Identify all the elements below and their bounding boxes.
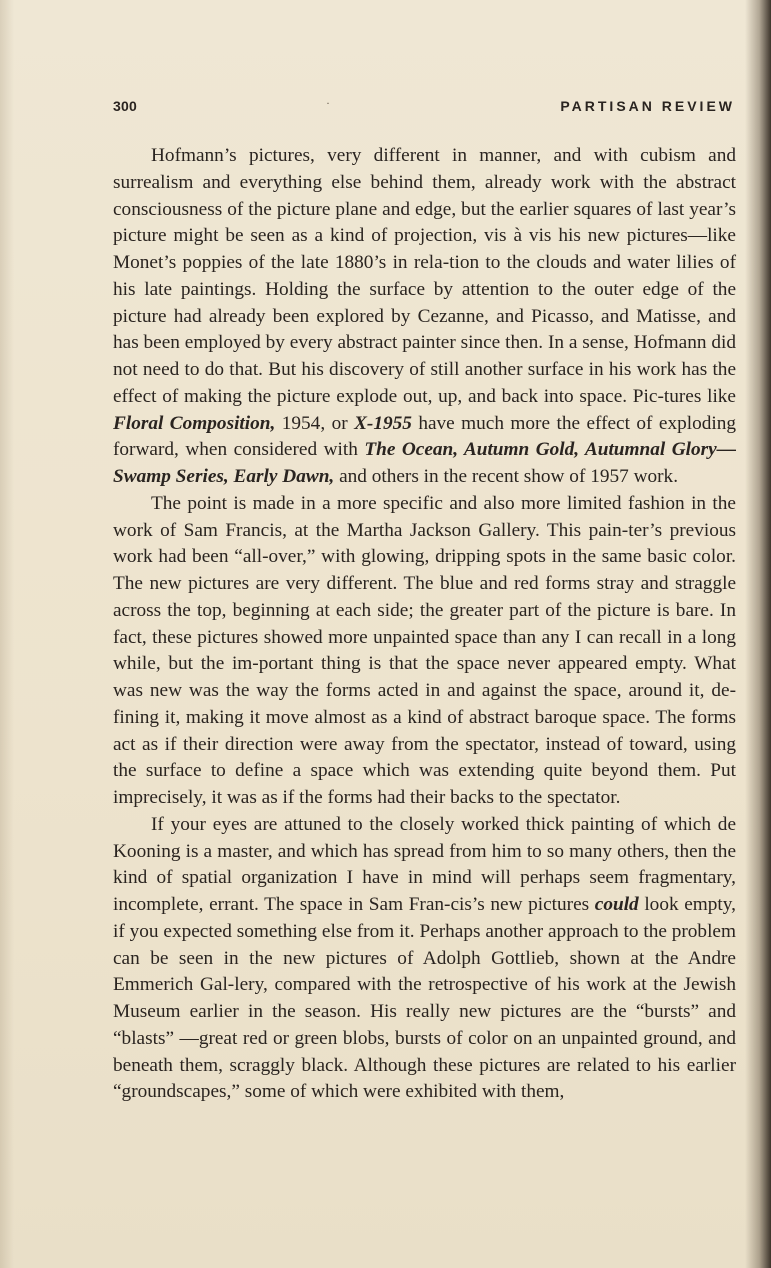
italic-title: Floral Composition, bbox=[113, 412, 276, 434]
text-run: If your eyes are attuned to the closely worked thick painting of which de Kooning is a master, and which has spread from him to so many others, then the kind of spatial organization I have in mind will perhaps seem fragmentary, incomplete, errant. The space in Sam Fran-cis’s new pictures bbox=[113, 813, 736, 915]
text-run: have much more the effect of exploding forward, when considered with bbox=[113, 412, 737, 461]
text-run: look empty, if you expected something else from it. Perhaps another approach to the problem can be seen in the new pictures of Adolph Gottlieb, shown at the Andre Emmerich Gal-lery, compared with the retrospective of his work at the Jewish Museum earlier in the season. His really new pictures are the “bursts” and “blasts” —great red or green blobs, bursts of color on an unpainted ground, and beneath them, scraggly black. Although these pictures are related to his earlier “groundscapes,” some of which were exhibited with them, bbox=[113, 894, 736, 1103]
paragraph bbox=[113, 491, 736, 812]
page-number: 300 bbox=[113, 98, 137, 114]
header-dot-mark: · bbox=[326, 96, 330, 110]
text-run: The point is made in a more specific and also more limited fashion in the work of Sam Francis, at the Martha Jackson Gallery. This pain-ter’s previous work had been “all-over,” with glowing, dripping spots in the same basic color. The new pictures are very different. The blue and red forms stray and straggle across the top, beginning at each side; the greater part of the picture is bare. In fact, these pictures showed more unpainted space than any I can recall in a long while, but the im-portant thing is that the space never appeared empty. What was new was the way the forms acted in and against the space, around it, de-fining it, making it move almost as a kind of abstract baroque space. The forms act as if their direction were away from the spectator, instead of toward, using the surface to define a space which was extending quite beyond them. Put imprecisely, it was as if the forms had their backs to the spectator. bbox=[113, 492, 736, 808]
running-head: PARTISAN REVIEW bbox=[560, 98, 735, 114]
italic-title: The Ocean, Autumn Gold, Autumnal Glory—Swamp Series, Early Dawn, bbox=[113, 439, 736, 487]
paragraph bbox=[113, 143, 736, 491]
binding-gutter-shadow bbox=[745, 0, 771, 1268]
page-header bbox=[113, 96, 735, 118]
italic-title: X-1955 bbox=[354, 412, 412, 434]
article-body bbox=[113, 143, 736, 1106]
text-run: 1954, or bbox=[275, 412, 355, 434]
italic-title: could bbox=[594, 894, 639, 915]
text-run: and others in the recent show of 1957 work. bbox=[334, 466, 679, 487]
paragraph bbox=[113, 812, 736, 1106]
text-run: Hofmann’s pictures, very different in manner, and with cubism and surrealism and everything else behind them, already work with the abstract consciousness of the picture plane and edge, but the earlier squares of last year’s picture might be seen as a kind of projection, vis à vis his new pictures—like Monet’s poppies of the late 1880’s in rela-tion to the clouds and water lilies of his late paintings. Holding the surface by attention to the outer edge of the picture had already been explored by Cezanne, and Picasso, and Matisse, and has been employed by every abstract painter since then. In a sense, Hofmann did not need to do that. But his discovery of still another surface in his work has the effect of making the picture explode out, up, and back into space. Pic-tures like bbox=[113, 145, 736, 407]
